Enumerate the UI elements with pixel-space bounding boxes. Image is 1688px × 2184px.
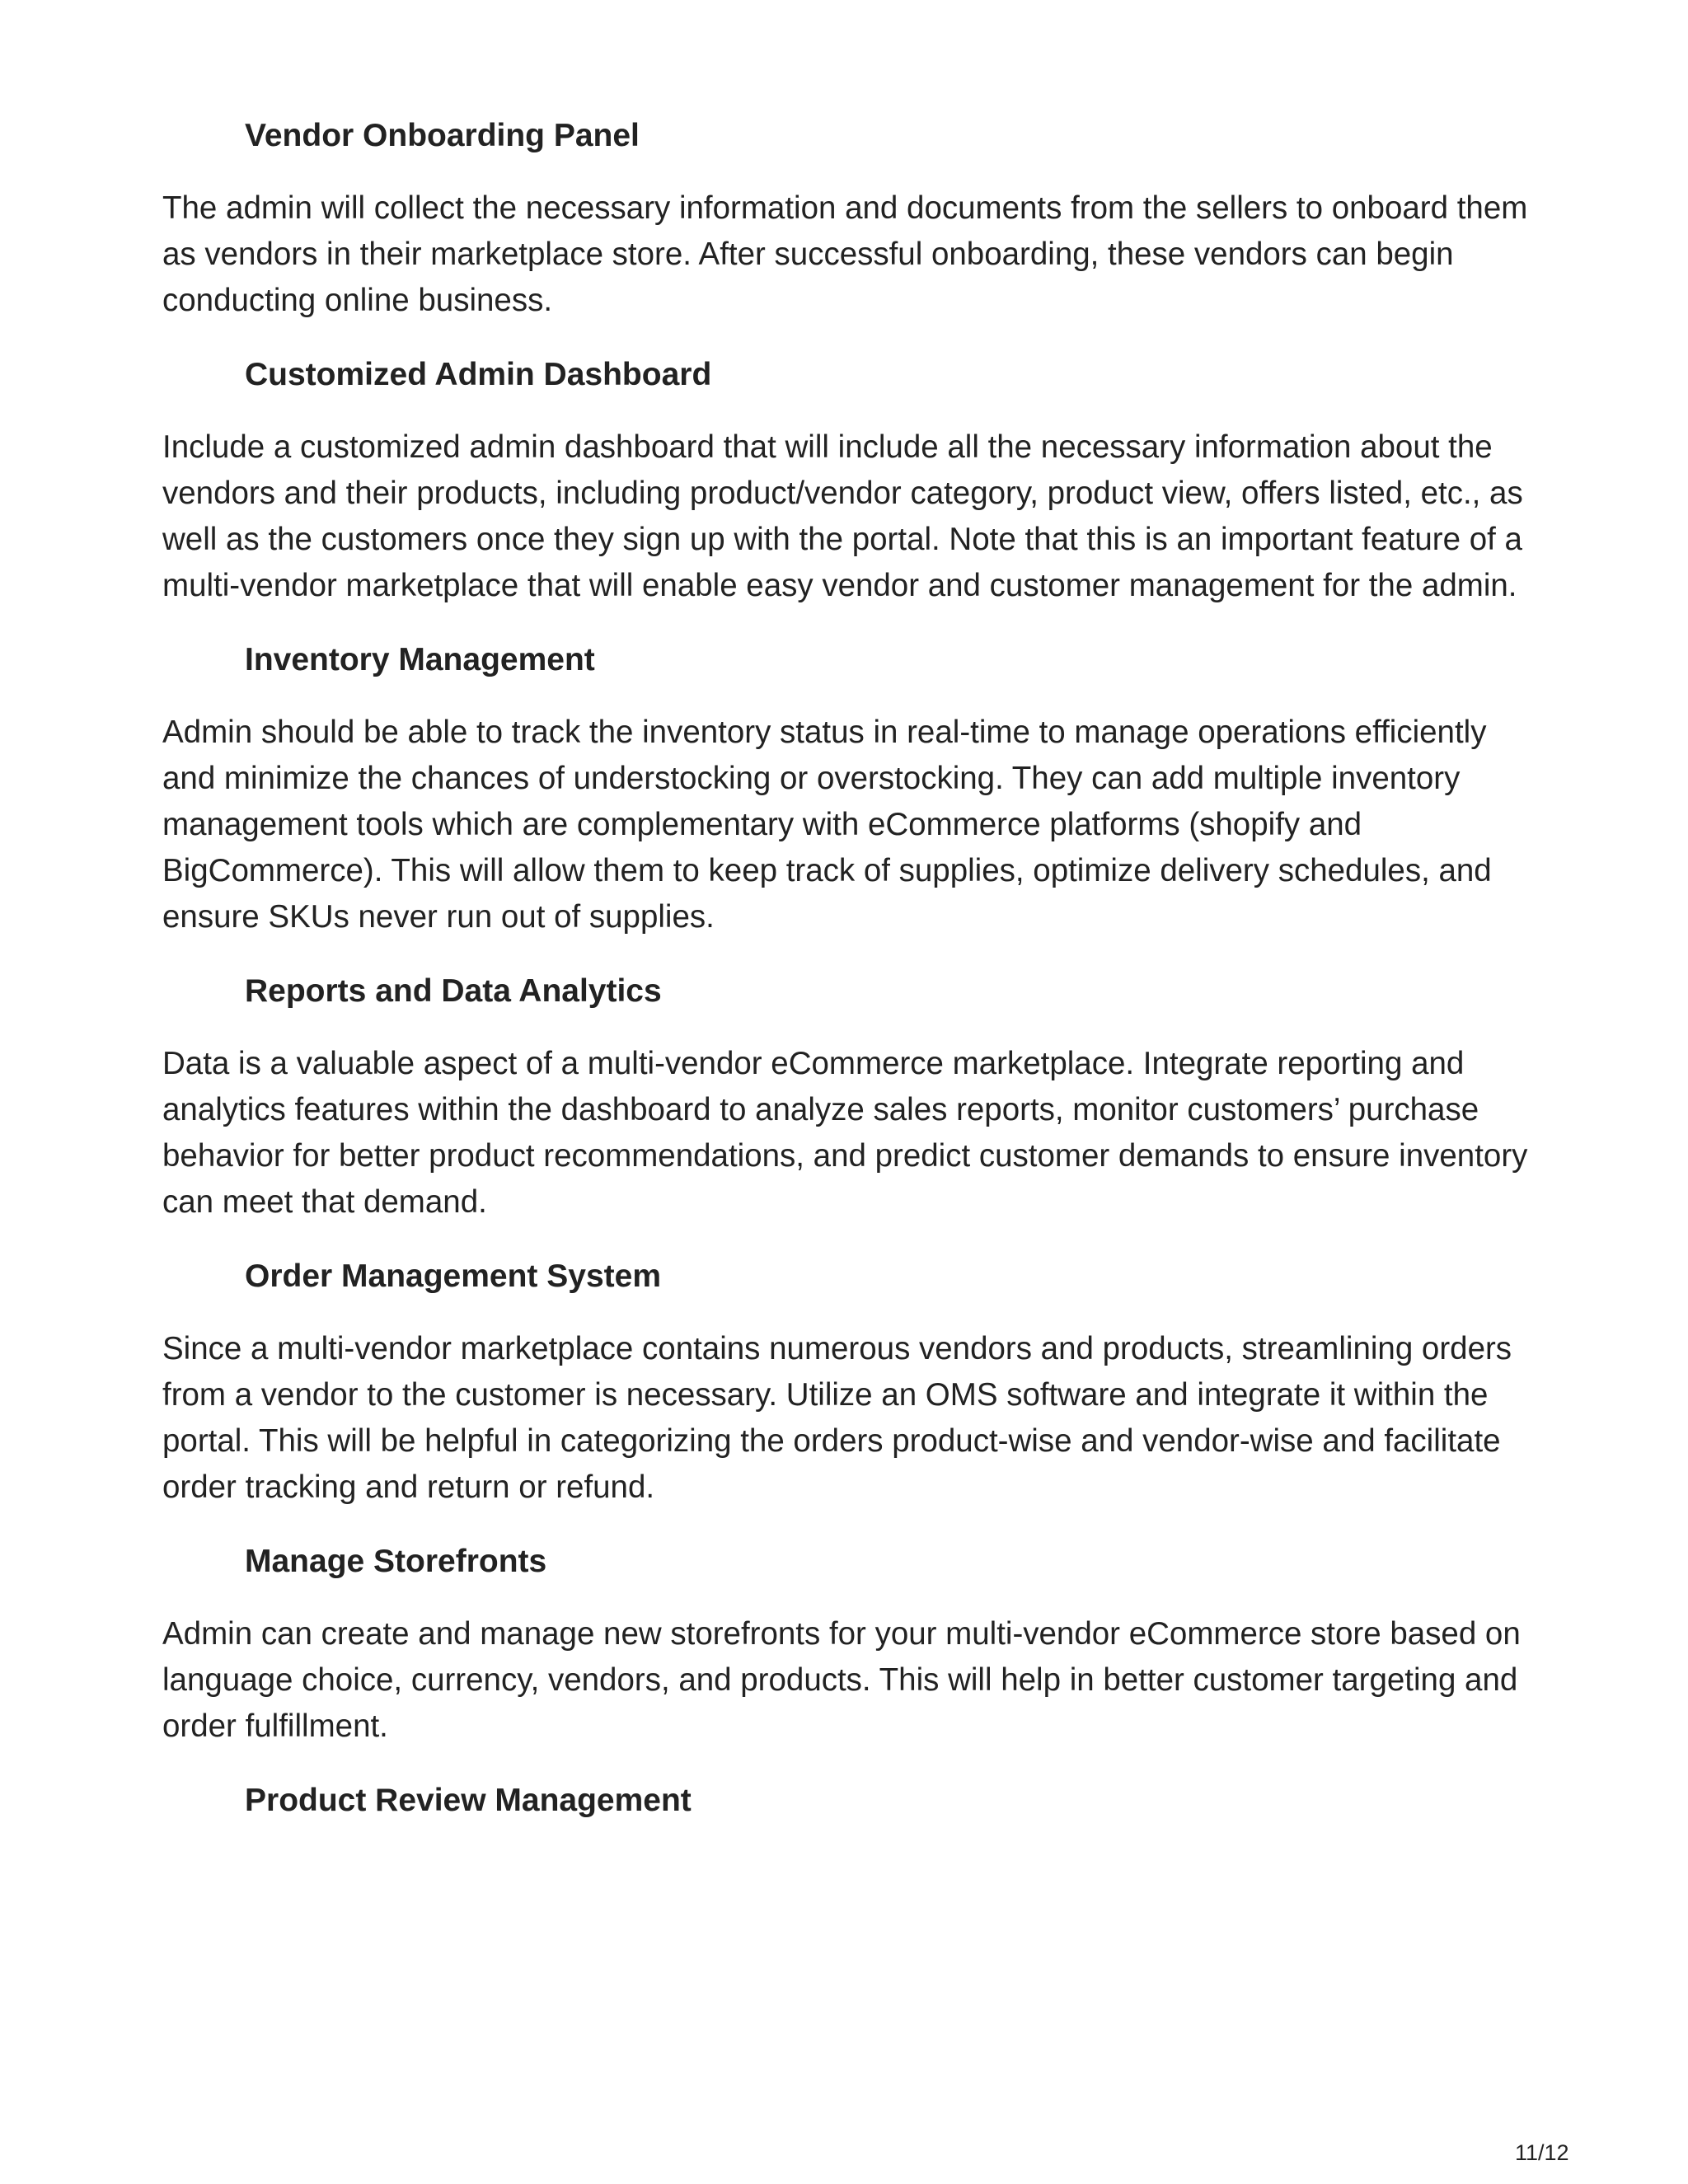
section-body: Since a multi-vendor marketplace contains numerous vendors and products, streamlining orders from a vendor to the customer is necessary. Utilize an OMS software and integrate it within the portal. This will be helpful in categorizing the orders product-wise and vendor-wise and facilitate order tracking and return or refund. (162, 1331, 1512, 1505)
section-heading: Customized Admin Dashboard (245, 357, 712, 392)
section-customized-admin-dashboard (162, 352, 1531, 609)
section-body: Include a customized admin dashboard that will include all the necessary information about the vendors and their products, including product/vendor category, product view, offers listed, etc., as well as the customers once they sign up with the portal. Note that this is an important feature of a multi-vendor marketplace that will enable easy vendor and customer management for the admin. (162, 429, 1523, 603)
section-heading: Inventory Management (245, 642, 595, 677)
section-heading: Order Management System (245, 1258, 662, 1294)
section-reports-data-analytics (162, 968, 1531, 1226)
section-heading: Reports and Data Analytics (245, 973, 662, 1009)
section-inventory-management (162, 637, 1531, 940)
section-heading: Vendor Onboarding Panel (245, 118, 640, 153)
section-body: Admin should be able to track the inventory status in real-time to manage operations efficiently and minimize the chances of understocking or overstocking. They can add multiple inventory management tools which are complementary with eCommerce platforms (shopify and BigCommerce). This will allow them to keep track of supplies, optimize delivery schedules, and ensure SKUs never run out of supplies. (162, 715, 1492, 935)
section-heading: Manage Storefronts (245, 1544, 547, 1579)
section-body: The admin will collect the necessary information and documents from the sellers to onboard them as vendors in their marketplace store. After successful onboarding, these vendors can begin conducting online business. (162, 190, 1528, 318)
section-vendor-onboarding (162, 113, 1531, 324)
section-product-review-management (162, 1778, 1531, 1824)
document-content (162, 113, 1531, 1852)
section-manage-storefronts (162, 1539, 1531, 1750)
section-body: Admin can create and manage new storefronts for your multi-vendor eCommerce store based on language choice, currency, vendors, and products. This will help in better customer targeting and order fulfillment. (162, 1616, 1521, 1744)
section-order-management-system (162, 1254, 1531, 1511)
section-heading: Product Review Management (245, 1783, 692, 1818)
page-number: 11/12 (1515, 2140, 1569, 2165)
section-body: Data is a valuable aspect of a multi-vendor eCommerce marketplace. Integrate reporting and analytics features within the dashboard to analyze sales reports, monitor customers’ purchase behavior for better product recommendations, and predict customer demands to ensure inventory can meet that demand. (162, 1046, 1528, 1220)
